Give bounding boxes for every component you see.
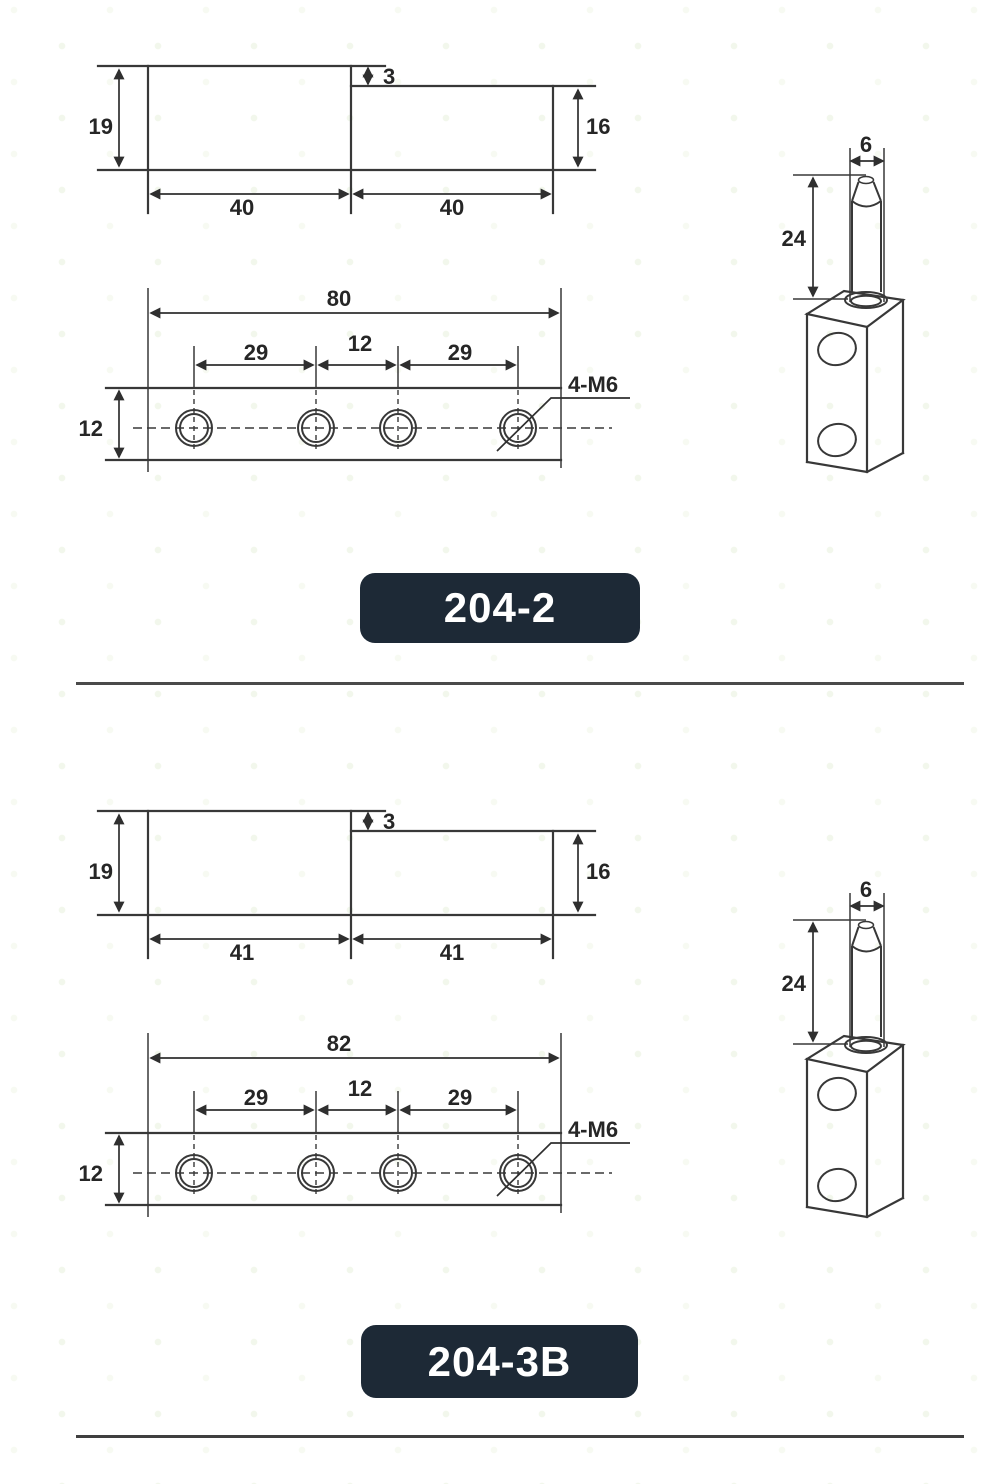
section-divider bbox=[76, 1435, 964, 1438]
dim-pitch-right-label: 29 bbox=[447, 340, 473, 365]
model-badge: 204-3B bbox=[361, 1325, 638, 1398]
section-divider bbox=[76, 682, 964, 685]
dim-pitch-right-label: 29 bbox=[447, 1085, 473, 1110]
dim-pin-length-label: 24 bbox=[781, 226, 806, 251]
dim-pitch-left-label: 29 bbox=[243, 340, 269, 365]
dim-height-right-label: 16 bbox=[586, 859, 611, 884]
side-view-drawing bbox=[98, 811, 595, 958]
dim-width-right-label: 40 bbox=[439, 195, 465, 220]
dim-pitch-left-label: 29 bbox=[243, 1085, 269, 1110]
hole-pattern-drawing bbox=[106, 1033, 630, 1217]
side-view-drawing bbox=[98, 66, 595, 213]
dim-width-left-label: 41 bbox=[229, 940, 255, 965]
dim-pitch-center-label: 12 bbox=[347, 1076, 373, 1101]
pin-block-drawing bbox=[793, 148, 903, 472]
thread-spec-label: 4-M6 bbox=[567, 1117, 619, 1142]
dim-pin-diameter-label: 6 bbox=[859, 132, 873, 157]
section-204-3B bbox=[79, 809, 903, 1217]
dim-width-left-label: 40 bbox=[229, 195, 255, 220]
section-204-2 bbox=[79, 64, 903, 472]
dim-step-label: 3 bbox=[383, 64, 396, 89]
dim-step-label: 3 bbox=[383, 809, 396, 834]
dim-height-right-label: 16 bbox=[586, 114, 611, 139]
dim-bar-height-label: 12 bbox=[78, 1161, 103, 1186]
dim-height-left-label: 19 bbox=[88, 859, 113, 884]
dim-width-right-label: 41 bbox=[439, 940, 465, 965]
hole-pattern-drawing bbox=[106, 288, 630, 472]
dim-pin-length-label: 24 bbox=[781, 971, 806, 996]
dim-height-left-label: 19 bbox=[88, 114, 113, 139]
dim-overall-label: 80 bbox=[326, 286, 352, 311]
thread-spec-label: 4-M6 bbox=[567, 372, 619, 397]
pin-block-drawing bbox=[793, 893, 903, 1217]
dim-overall-label: 82 bbox=[326, 1031, 352, 1056]
dim-bar-height-label: 12 bbox=[78, 416, 103, 441]
model-badge: 204-2 bbox=[360, 573, 640, 643]
dim-pin-diameter-label: 6 bbox=[859, 877, 873, 902]
dim-pitch-center-label: 12 bbox=[347, 331, 373, 356]
